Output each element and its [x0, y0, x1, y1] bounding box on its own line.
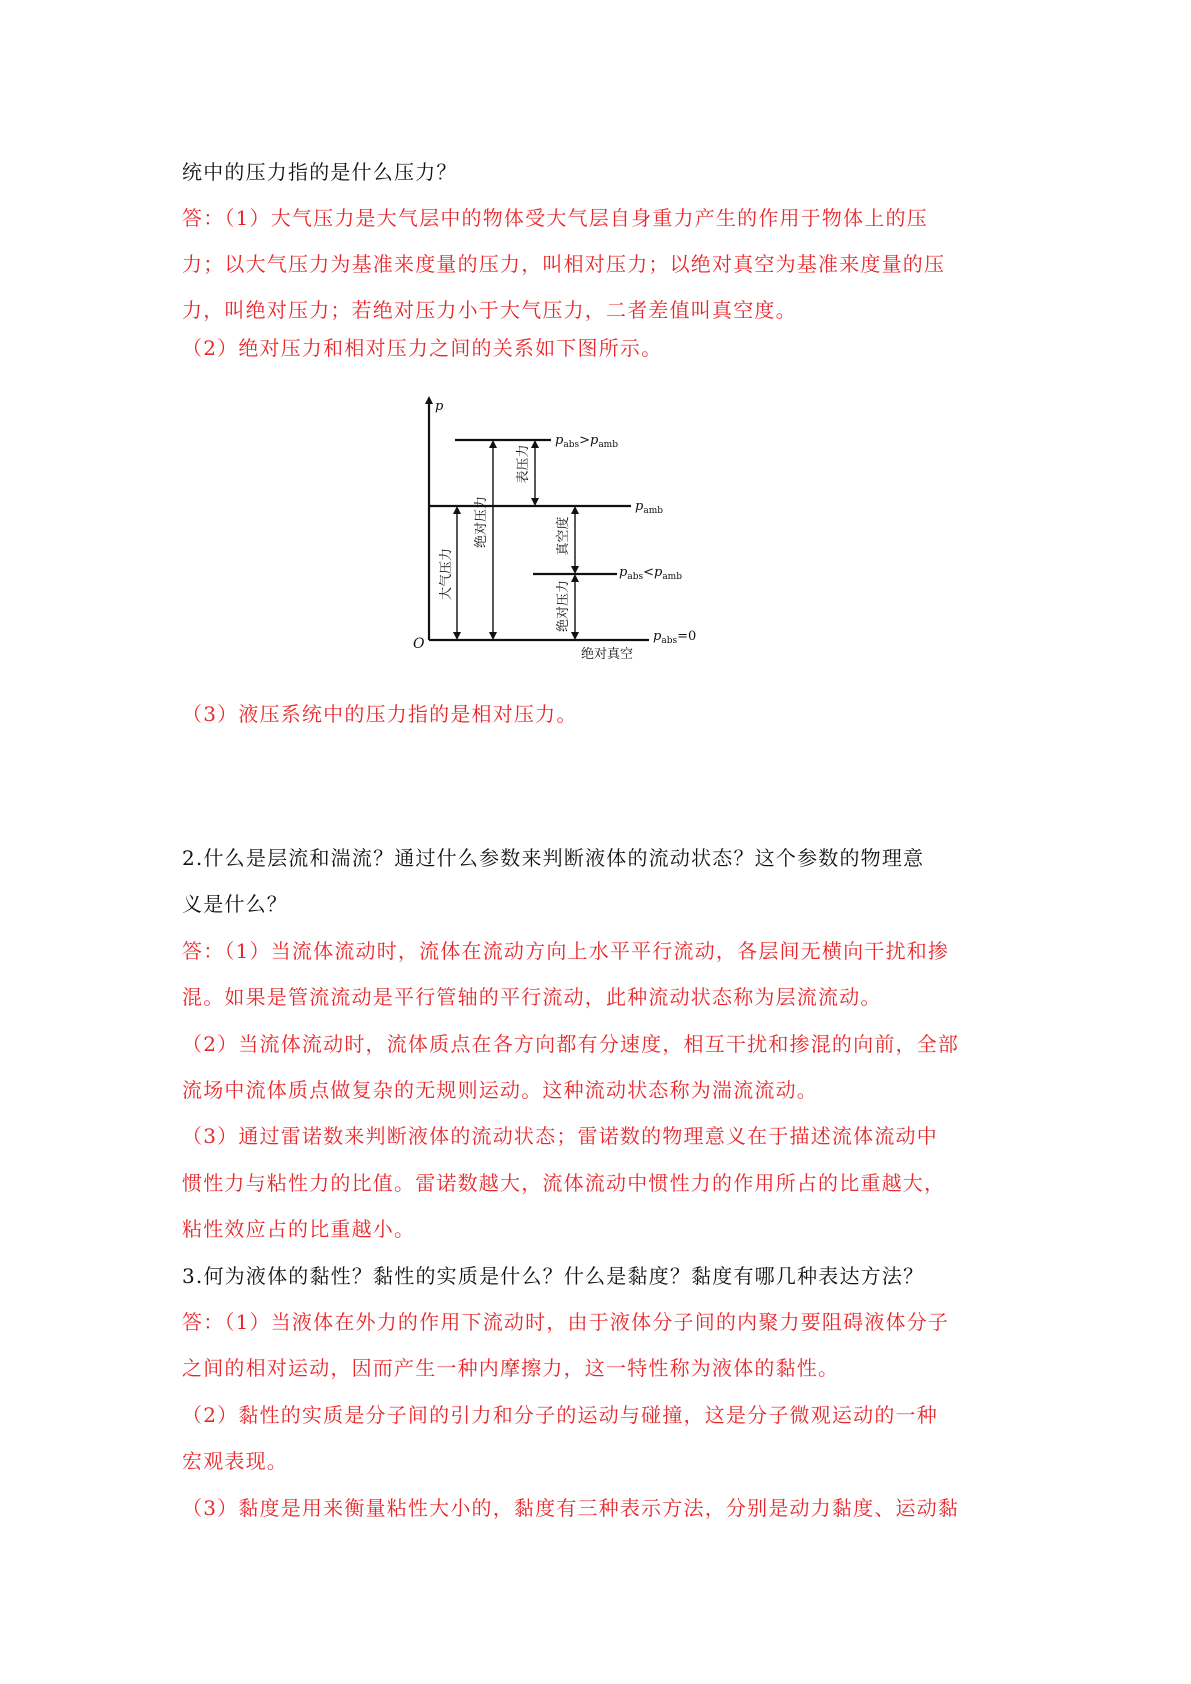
answer-2-line-3: （2）当流体流动时，流体质点在各方向都有分速度，相互干扰和掺混的向前，全部 — [182, 1032, 960, 1056]
label-abs-eq-zero: $p_{abs}=0$ — [653, 629, 697, 646]
answer-3-line-1: 答：（1）当液体在外力的作用下流动时，由于液体分子间的内聚力要阻碍液体分子 — [182, 1310, 950, 1334]
atmospheric-pressure-label: 大气压力 — [439, 547, 454, 601]
absolute-pressure-label-low: 绝对压力 — [556, 579, 571, 633]
answer-3-line-4: 宏观表现。 — [182, 1449, 288, 1473]
answer-3-line-5: （3）黏度是用来衡量粘性大小的，黏度有三种表示方法，分别是动力黏度、运动黏 — [182, 1496, 960, 1520]
p-axis-label: p — [435, 399, 444, 414]
answer-1-line-3: 力，叫绝对压力；若绝对压力小于大气压力，二者差值叫真空度。 — [182, 298, 797, 322]
question-1-continuation: 统中的压力指的是什么压力？ — [182, 160, 458, 184]
answer-2-line-1: 答：（1）当流体流动时，流体在流动方向上水平平行流动，各层间无横向干扰和掺 — [182, 939, 950, 963]
answer-2-line-7: 粘性效应占的比重越小。 — [182, 1217, 416, 1241]
absolute-vacuum-label: 绝对真空 — [581, 647, 634, 662]
pressure-relation-diagram — [405, 396, 725, 670]
label-amb: $p_{amb}$ — [635, 499, 663, 516]
question-3-line-1: 3.何为液体的黏性？黏性的实质是什么？什么是黏度？黏度有哪几种表达方法？ — [182, 1264, 925, 1288]
origin-label: O — [413, 636, 425, 652]
answer-1-line-5: （3）液压系统中的压力指的是相对压力。 — [182, 702, 578, 726]
gauge-pressure-label: 表压力 — [516, 444, 531, 484]
answer-1-line-4: （2）绝对压力和相对压力之间的关系如下图所示。 — [182, 336, 663, 360]
answer-3-line-2: 之间的相对运动，因而产生一种内摩擦力，这一特性称为液体的黏性。 — [182, 1356, 840, 1380]
vacuum-label: 真空度 — [556, 516, 571, 556]
answer-1-line-1: 答：（1）大气压力是大气层中的物体受大气层自身重力产生的作用于物体上的压 — [182, 206, 928, 230]
answer-2-line-6: 惯性力与粘性力的比值。雷诺数越大，流体流动中惯性力的作用所占的比重越大， — [182, 1171, 946, 1195]
answer-2-line-5: （3）通过雷诺数来判断液体的流动状态；雷诺数的物理意义在于描述流体流动中 — [182, 1124, 938, 1148]
answer-2-line-4: 流场中流体质点做复杂的无规则运动。这种流动状态称为湍流流动。 — [182, 1078, 818, 1102]
absolute-pressure-label-high: 绝对压力 — [474, 495, 489, 549]
answer-2-line-2: 混。如果是管流流动是平行管轴的平行流动，此种流动状态称为层流流动。 — [182, 985, 882, 1009]
question-2-line-2: 义是什么？ — [182, 892, 288, 916]
label-abs-lt-amb: $p_{abs}<p_{amb}$ — [619, 565, 682, 582]
question-2-line-1: 2.什么是层流和湍流？通过什么参数来判断液体的流动状态？这个参数的物理意 — [182, 846, 925, 870]
label-abs-gt-amb: $p_{abs}>p_{amb}$ — [555, 433, 618, 450]
answer-1-line-2: 力；以大气压力为基准来度量的压力，叫相对压力；以绝对真空为基准来度量的压 — [182, 252, 946, 276]
answer-3-line-3: （2）黏性的实质是分子间的引力和分子的运动与碰撞，这是分子微观运动的一种 — [182, 1403, 938, 1427]
